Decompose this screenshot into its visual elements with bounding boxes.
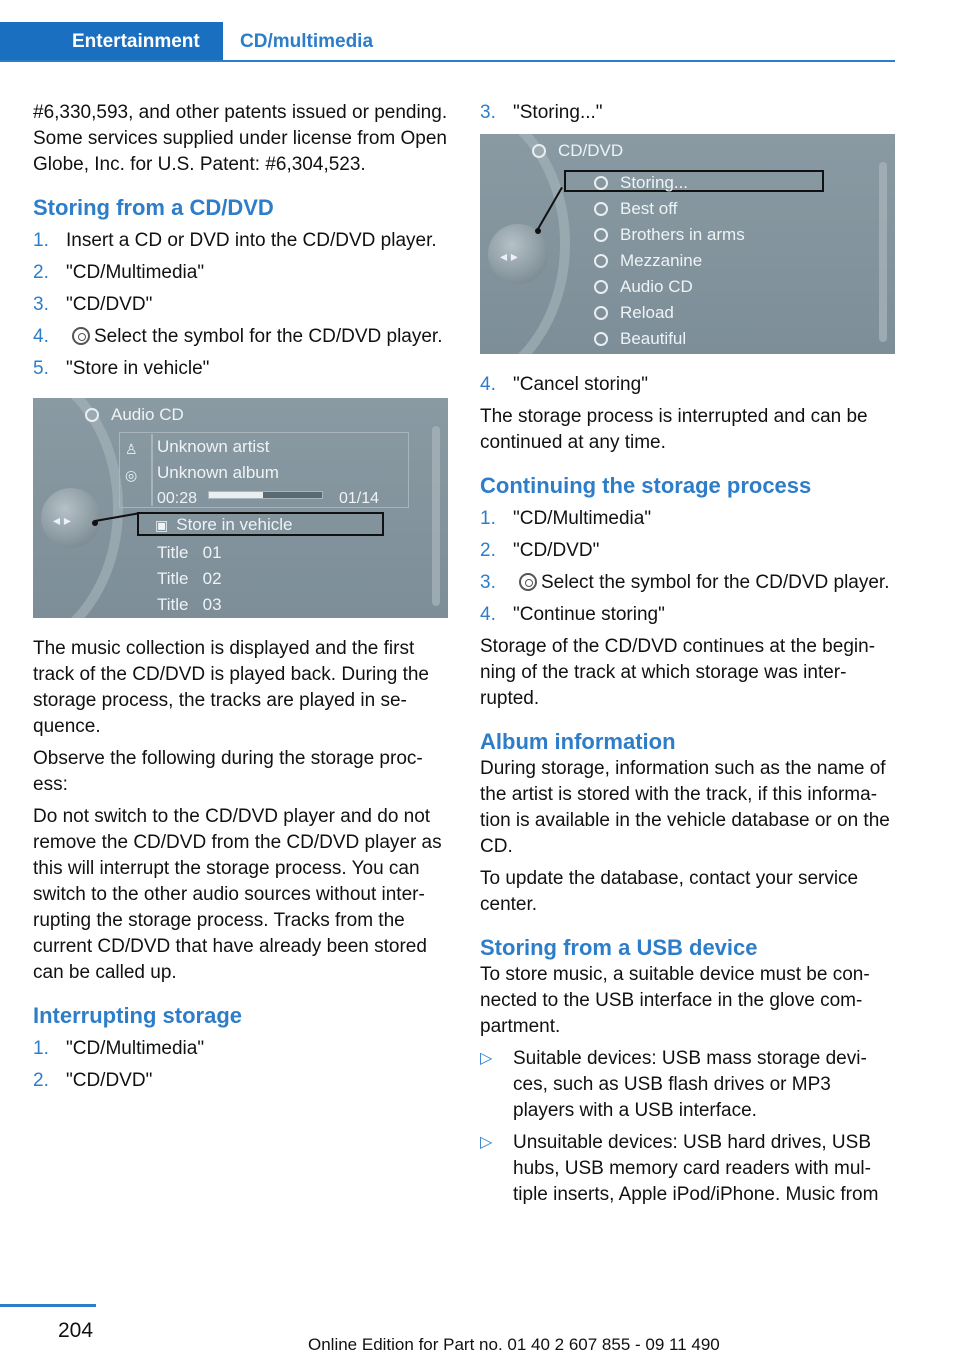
steps-cancel bbox=[480, 372, 895, 398]
right-column bbox=[480, 100, 895, 1214]
scroll-indicator bbox=[432, 426, 440, 606]
screenshot-cd-dvd bbox=[480, 134, 895, 354]
cd-icon bbox=[594, 202, 608, 216]
header-divider bbox=[0, 60, 895, 62]
bullet-text: Suitable devices: USB mass storage devices, such as USB flash drives or MP3 players with a USB interface. bbox=[513, 1048, 867, 1121]
cd-icon bbox=[72, 327, 90, 345]
menu-item-label: Beautiful bbox=[620, 329, 687, 348]
step-text: Select the symbol for the CD/DVD player. bbox=[541, 572, 890, 593]
step-number: 1. bbox=[33, 1038, 49, 1059]
menu-item-storing[interactable] bbox=[594, 170, 688, 196]
paragraph: During storage, information such as the name of the artist is stored with the track, if this information is available in the vehicle database or on the CD. bbox=[480, 758, 890, 857]
tab-cd-multimedia[interactable]: CD/multimedia bbox=[240, 31, 374, 52]
controller-knob-icon bbox=[41, 488, 101, 548]
steps-continuing bbox=[480, 506, 895, 628]
list-item bbox=[33, 324, 448, 350]
heading-storing-cd: Storing from a CD/DVD bbox=[33, 195, 274, 220]
intro-paragraph: #6,330,593, and other patents issued or pending. Some services supplied under license from Open Globe, Inc. for U.S. Patent: #6,304,523. bbox=[33, 102, 448, 175]
cd-icon bbox=[594, 254, 608, 268]
list-item bbox=[480, 602, 895, 628]
menu-item-label: Brothers in arms bbox=[620, 225, 745, 244]
menu-item-store-in-vehicle[interactable] bbox=[155, 512, 292, 538]
step-text: "CD/DVD" bbox=[513, 540, 600, 561]
steps-interrupting bbox=[33, 1036, 448, 1094]
list-item bbox=[33, 1068, 448, 1094]
paragraph: Do not switch to the CD/DVD player and do not remove the CD/DVD from the CD/DVD player as this will interrupt the storage process. You can switch to the other audio sources without interrupting the storage process. Tracks from the current CD/DVD that have already been stored can be called up. bbox=[33, 806, 442, 983]
triangle-bullet-icon: ▷ bbox=[480, 1134, 493, 1151]
list-item bbox=[480, 538, 895, 564]
list-item[interactable] bbox=[594, 300, 674, 326]
artist-text: Unknown artist bbox=[157, 437, 270, 456]
list-item[interactable] bbox=[594, 326, 686, 352]
screenshot-audio-cd bbox=[33, 398, 448, 618]
menu-item-label: Best off bbox=[620, 199, 678, 218]
steps-storing-cont bbox=[480, 100, 895, 126]
list-item[interactable] bbox=[157, 540, 222, 566]
footer-divider bbox=[0, 1304, 96, 1307]
menu-item-label: Audio CD bbox=[620, 277, 693, 296]
heading-continuing-storage: Continuing the storage process bbox=[480, 473, 812, 498]
triangle-bullet-icon: ▷ bbox=[480, 1050, 493, 1067]
step-text: "Store in vehicle" bbox=[66, 358, 210, 379]
list-item bbox=[480, 506, 895, 532]
paragraph: Observe the following during the storage process: bbox=[33, 748, 423, 795]
callout-dot bbox=[92, 520, 98, 526]
step-number: 1. bbox=[33, 230, 49, 251]
row-label: Title bbox=[157, 569, 189, 588]
list-item bbox=[480, 570, 895, 596]
step-number: 5. bbox=[33, 358, 49, 379]
step-number: 3. bbox=[480, 572, 496, 593]
step-text: "CD/Multimedia" bbox=[66, 262, 205, 283]
tab-entertainment-label: Entertainment bbox=[72, 31, 200, 52]
cd-icon bbox=[85, 408, 99, 422]
scroll-indicator bbox=[879, 162, 887, 342]
step-number: 2. bbox=[33, 262, 49, 283]
list-item[interactable] bbox=[594, 274, 693, 300]
list-item[interactable] bbox=[594, 196, 677, 222]
step-number: 4. bbox=[33, 326, 49, 347]
edition-footer: Online Edition for Part no. 01 40 2 607 855 - 09 11 490 bbox=[308, 1335, 720, 1354]
list-item bbox=[480, 100, 895, 126]
bullet-text: Unsuitable devices: USB hard drives, USB hubs, USB memory card readers with multiple inserts, Apple iPod/iPhone. Music from bbox=[513, 1132, 879, 1205]
list-item bbox=[480, 1130, 895, 1208]
row-number: 01 bbox=[202, 543, 222, 562]
step-text: "Continue storing" bbox=[513, 604, 665, 625]
left-column bbox=[33, 100, 448, 1100]
heading-storing-usb: Storing from a USB device bbox=[480, 935, 758, 960]
info-divider bbox=[151, 434, 153, 506]
step-text: Insert a CD or DVD into the CD/DVD player. bbox=[66, 230, 437, 251]
list-item bbox=[480, 1046, 895, 1124]
menu-item-label: Storing... bbox=[620, 173, 689, 192]
list-item[interactable] bbox=[157, 592, 222, 618]
paragraph: Storage of the CD/DVD continues at the beginning of the track at which storage was interrupted. bbox=[480, 636, 876, 709]
page-number: 204 bbox=[58, 1319, 94, 1342]
track-counter: 01/14 bbox=[339, 490, 380, 507]
step-text: "Storing..." bbox=[513, 102, 603, 123]
screen-title-text: CD/DVD bbox=[558, 141, 624, 160]
row-label: Title bbox=[157, 595, 189, 614]
step-number: 2. bbox=[480, 540, 496, 561]
menu-item-label: Store in vehicle bbox=[176, 515, 293, 534]
screen-title-text: Audio CD bbox=[111, 405, 184, 424]
list-item[interactable] bbox=[594, 222, 745, 248]
step-number: 3. bbox=[33, 294, 49, 315]
progress-bar bbox=[208, 491, 323, 499]
step-text: Select the symbol for the CD/DVD player. bbox=[94, 326, 443, 347]
screen-title bbox=[532, 138, 623, 164]
heading-interrupting-storage: Interrupting storage bbox=[33, 1003, 243, 1028]
cd-icon bbox=[532, 144, 546, 158]
paragraph: The music collection is displayed and the first track of the CD/DVD is played back. During the storage process, the tracks are played in sequence. bbox=[33, 638, 430, 737]
cd-icon bbox=[594, 176, 608, 190]
list-item bbox=[33, 260, 448, 286]
step-number: 4. bbox=[480, 604, 496, 625]
step-text: "CD/DVD" bbox=[66, 294, 153, 315]
callout-dot bbox=[535, 228, 541, 234]
cd-icon bbox=[594, 306, 608, 320]
menu-item-label: Reload bbox=[620, 303, 674, 322]
heading-album-information: Album information bbox=[480, 729, 676, 754]
row-label: Title bbox=[157, 543, 189, 562]
progress-fill bbox=[209, 492, 263, 498]
row-number: 02 bbox=[202, 569, 222, 588]
paragraph: To store music, a suitable device must be connected to the USB interface in the glove compartment. bbox=[480, 964, 870, 1037]
person-icon: ♙ bbox=[125, 441, 138, 457]
list-item[interactable] bbox=[594, 248, 702, 274]
step-number: 2. bbox=[33, 1070, 49, 1091]
step-text: "Cancel storing" bbox=[513, 374, 648, 395]
menu-item-label: Mezzanine bbox=[620, 251, 703, 270]
page-header bbox=[0, 0, 895, 62]
step-text: "CD/DVD" bbox=[66, 1070, 153, 1091]
tab-entertainment[interactable] bbox=[0, 22, 223, 62]
save-icon: ▣ bbox=[155, 517, 169, 533]
list-item bbox=[33, 228, 448, 254]
steps-storing-cd bbox=[33, 228, 448, 382]
album-icon: ◎ bbox=[125, 467, 138, 483]
album-text: Unknown album bbox=[157, 463, 279, 482]
step-text: "CD/Multimedia" bbox=[513, 508, 652, 529]
elapsed-time: 00:28 bbox=[157, 490, 198, 507]
paragraph: The storage process is interrupted and can be continued at any time. bbox=[480, 406, 868, 453]
step-number: 1. bbox=[480, 508, 496, 529]
row-number: 03 bbox=[202, 595, 222, 614]
step-text: "CD/Multimedia" bbox=[66, 1038, 205, 1059]
step-number: 3. bbox=[480, 102, 496, 123]
list-item bbox=[33, 1036, 448, 1062]
step-number: 4. bbox=[480, 374, 496, 395]
screen-title bbox=[85, 402, 184, 428]
cd-icon bbox=[519, 573, 537, 591]
list-item bbox=[480, 372, 895, 398]
list-item bbox=[33, 356, 448, 382]
list-item[interactable] bbox=[157, 566, 222, 592]
paragraph: To update the database, contact your service center. bbox=[480, 868, 859, 915]
cd-icon bbox=[594, 280, 608, 294]
list-item bbox=[33, 292, 448, 318]
usb-device-list bbox=[480, 1046, 895, 1208]
cd-icon bbox=[594, 332, 608, 346]
cd-icon bbox=[594, 228, 608, 242]
